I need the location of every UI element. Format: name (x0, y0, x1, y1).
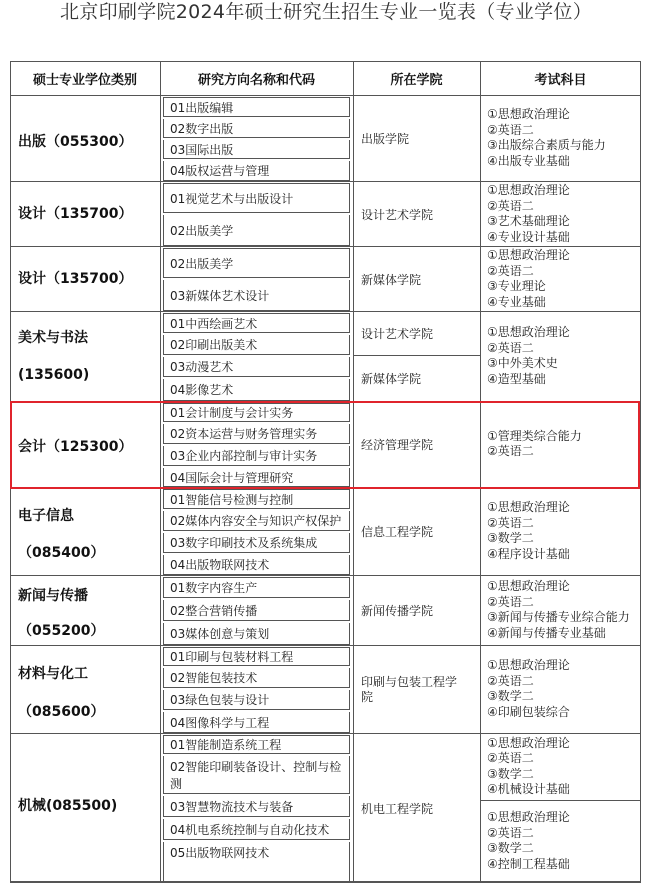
exam-subject-line: ①思想政治理论 (487, 248, 570, 262)
exam-subject-line: ①思想政治理论 (487, 183, 570, 197)
exam-subjects (481, 325, 640, 389)
direction-item: 01智能制造系统工程 (163, 735, 350, 754)
group-rule (10, 575, 641, 576)
header-subjects: 考试科目 (534, 72, 587, 88)
direction-item: 01中西绘画艺术 (163, 313, 350, 333)
direction-item: 01印刷与包装材料工程 (163, 647, 350, 666)
direction-item: 03数字印刷技术及系统集成 (163, 533, 350, 553)
direction-item: 04出版物联网技术 (163, 555, 350, 575)
direction-item: 02资本运营与财务管理实务 (163, 424, 350, 444)
highlight-box (10, 401, 640, 489)
category-label: 出版（055300） (18, 134, 133, 150)
direction-item: 03动漫艺术 (163, 357, 350, 377)
category-label: (135600) (18, 367, 90, 383)
group-rule (10, 181, 641, 182)
exam-subjects (481, 579, 640, 643)
direction-item: 01数字内容生产 (163, 577, 350, 598)
category-label: 机械(085500) (18, 798, 118, 814)
header-school: 所在学院 (390, 72, 443, 88)
direction-item: 03媒体创意与策划 (163, 623, 350, 645)
exam-subject-line: ③出版综合素质与能力 (487, 138, 606, 152)
direction-item: 01会计制度与会计实务 (163, 403, 350, 422)
exam-subject-line: ④出版专业基础 (487, 153, 570, 168)
exam-subject-line: ①思想政治理论 (487, 107, 570, 121)
school-name: 机电工程学院 (361, 801, 434, 816)
exam-subject-line: ②英语二 (487, 444, 534, 458)
exam-subjects (481, 810, 640, 874)
direction-item: 04国际会计与管理研究 (163, 468, 350, 487)
exam-subjects (481, 500, 640, 564)
exam-subject-line: ②英语二 (487, 515, 534, 530)
header-rule (10, 95, 641, 96)
direction-item: 03智慧物流技术与装备 (163, 796, 350, 817)
direction-item: 01出版编辑 (163, 97, 350, 117)
exam-subject-line: ③专业理论 (487, 279, 546, 293)
exam-subject-line: ②英语二 (487, 825, 534, 840)
category-label: 新闻与传播 (18, 588, 88, 604)
group-rule (10, 882, 641, 883)
header-direction: 研究方向名称和代码 (197, 72, 315, 88)
direction-item: 03企业内部控制与审计实务 (163, 446, 350, 466)
exam-subjects (481, 736, 640, 800)
school-name: 出版学院 (361, 132, 410, 146)
exam-subjects (481, 658, 640, 722)
exam-subject-line: ①思想政治理论 (487, 735, 570, 750)
exam-subject-line: ③数学二 (487, 531, 534, 545)
direction-item: 04版权运营与管理 (163, 161, 350, 181)
direction-item: 02出版美学 (163, 215, 350, 246)
exam-subject-line: ④程序设计基础 (487, 546, 570, 561)
page-title: 北京印刷学院2024年硕士研究生招生专业一览表（专业学位） (59, 1, 593, 23)
direction-item: 04图像科学与工程 (163, 712, 350, 733)
direction-item: 02智能印刷装备设计、控制与检测 (163, 756, 350, 794)
exam-subject-line: ①管理类综合能力 (487, 428, 582, 443)
exam-subject-line: ③新闻与传播专业综合能力 (487, 610, 630, 624)
direction-item: 02印刷出版美术 (163, 335, 350, 355)
exam-subject-line: ①思想政治理论 (487, 500, 570, 514)
exam-subject-line: ②英语二 (487, 122, 534, 137)
exam-subject-line: ①思想政治理论 (487, 325, 570, 339)
category-label: 材料与化工 (18, 666, 88, 682)
exam-subject-line: ④控制工程基础 (487, 856, 570, 871)
direction-item: 02出版美学 (163, 248, 350, 278)
category-label: 设计（135700） (18, 206, 133, 222)
direction-item: 04影像艺术 (163, 379, 350, 401)
category-label: （085400） (18, 545, 105, 561)
exam-subject-line: ②英语二 (487, 198, 534, 213)
category-label: （085600） (18, 704, 105, 720)
exam-subject-line: ④专业基础 (487, 294, 546, 309)
exam-subject-line: ②英语二 (487, 673, 534, 688)
school-name: 设计艺术学院 (361, 327, 434, 341)
category-label: （055200） (18, 623, 105, 639)
direction-item: 02媒体内容安全与知识产权保护 (163, 511, 350, 531)
exam-subject-line: ④机械设计基础 (487, 782, 570, 796)
exam-subject-line: ③中外美术史 (487, 356, 558, 370)
exam-subject-line: ②英语二 (487, 263, 534, 278)
group-rule (10, 645, 641, 646)
exam-subjects (481, 248, 640, 312)
exam-subject-line: ①思想政治理论 (487, 658, 570, 672)
exam-subject-line: ④造型基础 (487, 371, 546, 386)
direction-item: 03新媒体艺术设计 (163, 280, 350, 311)
exam-subject-line: ③数学二 (487, 766, 534, 781)
exam-subject-line: ②英语二 (487, 594, 534, 609)
direction-item: 03绿色包装与设计 (163, 690, 350, 710)
school-name: 印刷与包装工程学 院 (361, 674, 458, 704)
direction-item: 02智能包装技术 (163, 668, 350, 688)
category-label: 美术与书法 (18, 330, 88, 346)
direction-item: 04机电系统控制与自动化技术 (163, 819, 350, 840)
group-rule (10, 733, 641, 734)
exam-subject-line: ③数学二 (487, 841, 534, 855)
exam-subject-line: ②英语二 (487, 751, 534, 765)
exam-subject-line: ①思想政治理论 (487, 579, 570, 593)
direction-item: 02数字出版 (163, 119, 350, 138)
exam-subject-line: ④印刷包装综合 (487, 704, 570, 719)
exam-subjects (481, 107, 640, 171)
direction-item: 03国际出版 (163, 140, 350, 159)
direction-item: 02整合营销传播 (163, 600, 350, 621)
category-label: 设计（135700） (18, 271, 133, 287)
exam-subjects (481, 183, 640, 247)
school-name: 新媒体学院 (361, 372, 422, 386)
exam-subject-line: ③艺术基础理论 (487, 214, 570, 228)
school-name: 新媒体学院 (361, 272, 422, 287)
school-name: 设计艺术学院 (361, 207, 434, 222)
exam-subject-line: ④专业设计基础 (487, 229, 570, 244)
school-name: 经济管理学院 (361, 438, 434, 452)
direction-item: 01视觉艺术与出版设计 (163, 183, 350, 213)
header-category: 硕士专业学位类别 (32, 72, 137, 88)
direction-item: 01智能信号检测与控制 (163, 489, 350, 509)
exam-subject-line: ①思想政治理论 (487, 810, 570, 824)
school-rule (353, 355, 480, 356)
exam-subject-line: ②英语二 (487, 340, 534, 355)
direction-item: 05出版物联网技术 (163, 842, 350, 882)
exam-subject-line: ④新闻与传播专业基础 (487, 625, 606, 640)
school-name: 新闻传播学院 (361, 604, 434, 618)
exam-subject-line: ③数学二 (487, 689, 534, 703)
category-label: 会计（125300） (18, 439, 133, 455)
subject-rule (480, 800, 641, 801)
school-name: 信息工程学院 (361, 525, 434, 539)
category-label: 电子信息 (18, 508, 74, 524)
